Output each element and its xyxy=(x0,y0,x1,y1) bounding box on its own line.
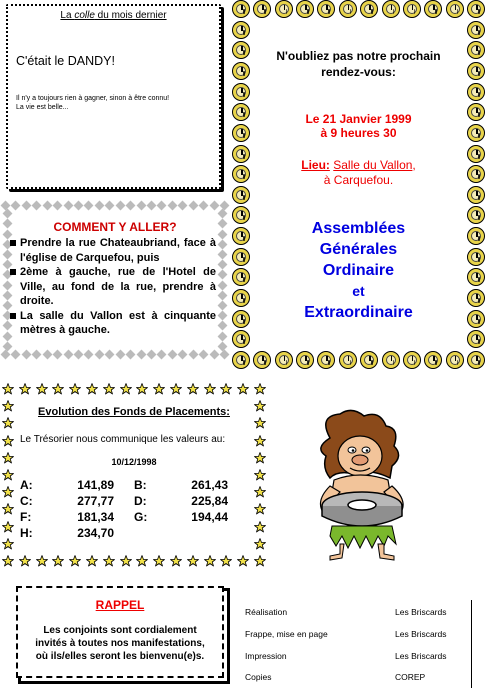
credit-who: Les Briscards xyxy=(395,607,447,617)
clock-icon xyxy=(467,165,485,183)
star-icon xyxy=(69,382,81,394)
fonds-value-row xyxy=(20,478,114,492)
star-icon xyxy=(2,399,14,411)
diamond-icon xyxy=(218,311,228,321)
fonds-key: A: xyxy=(20,478,33,492)
colle-header-rest: du mois dernier xyxy=(94,10,167,21)
lieu-comma: , xyxy=(412,158,416,172)
star-icon xyxy=(103,554,115,566)
clock-icon xyxy=(382,0,400,18)
clock-icon xyxy=(467,330,485,348)
rappel-box xyxy=(10,580,230,684)
star-icon xyxy=(187,554,199,566)
star-icon xyxy=(204,554,216,566)
diamond-icon xyxy=(3,250,13,260)
clock-icon xyxy=(232,145,250,163)
lieu-city: à Carquefou. xyxy=(323,173,394,187)
star-icon xyxy=(19,382,31,394)
star-icon xyxy=(220,554,232,566)
diamond-icon xyxy=(218,209,228,219)
rappel-line1: Les conjoints sont cordialement xyxy=(43,625,197,636)
diamond-icon xyxy=(218,301,228,311)
directions-content xyxy=(14,216,216,348)
clock-icon xyxy=(403,351,421,369)
fonds-value: 277,77 xyxy=(77,494,114,508)
directions-title: COMMENT Y ALLER? xyxy=(53,220,177,234)
star-icon xyxy=(2,485,14,497)
clock-icon xyxy=(232,310,250,328)
lieu-label: Lieu: xyxy=(301,158,330,172)
clock-icon xyxy=(467,83,485,101)
diamond-icon xyxy=(42,201,52,211)
star-icon xyxy=(2,434,14,446)
credit-role: Impression xyxy=(245,651,287,661)
star-icon xyxy=(237,382,249,394)
star-icon xyxy=(136,554,148,566)
fonds-key: B: xyxy=(134,478,147,492)
colle-header xyxy=(8,10,219,21)
ag-line3: Ordinaire xyxy=(322,262,395,279)
fonds-value: 261,43 xyxy=(191,478,228,492)
diamond-icon xyxy=(1,350,11,360)
diamond-icon xyxy=(3,209,13,219)
fonds-key: H: xyxy=(20,526,33,540)
star-icon xyxy=(254,416,266,428)
clock-icon xyxy=(467,62,485,80)
clock-icon xyxy=(232,83,250,101)
diamond-icon xyxy=(11,201,21,211)
star-icon xyxy=(254,468,266,480)
clock-icon xyxy=(296,0,314,18)
star-icon xyxy=(204,382,216,394)
directions-item: La salle du Vallon est à cinquante mètres à gauche. xyxy=(14,309,216,338)
clock-icon xyxy=(446,351,464,369)
clock-icon xyxy=(467,145,485,163)
rappel-title: RAPPEL xyxy=(95,598,145,612)
diamond-icon xyxy=(74,201,84,211)
rendezvous-date-line1: Le 21 Janvier 1999 xyxy=(305,112,412,126)
diamond-icon xyxy=(199,350,209,360)
diamond-icon xyxy=(136,201,146,211)
ag-line5: Extraordinaire xyxy=(304,304,413,321)
star-icon xyxy=(254,382,266,394)
star-icon xyxy=(86,382,98,394)
colle-note-line1: Il n'y a toujours rien à gagner, sinon à être connu! xyxy=(16,95,170,102)
diamond-icon xyxy=(3,229,13,239)
fonds-intro: Le Trésorier nous communique les valeurs au: xyxy=(20,434,226,445)
credits-divider xyxy=(471,600,472,688)
clock-icon xyxy=(232,351,250,369)
star-icon xyxy=(36,382,48,394)
diamond-icon xyxy=(126,201,136,211)
star-icon xyxy=(2,416,14,428)
star-icon xyxy=(254,399,266,411)
clock-icon xyxy=(467,124,485,142)
clock-icon xyxy=(467,227,485,245)
clock-icon xyxy=(232,186,250,204)
diamond-icon xyxy=(218,250,228,260)
diamond-icon xyxy=(157,350,167,360)
diamond-icon xyxy=(220,350,230,360)
diamond-icon xyxy=(218,219,228,229)
diamond-icon xyxy=(84,350,94,360)
credit-who: COREP xyxy=(395,672,426,682)
clock-icon xyxy=(253,0,271,18)
fonds-value-row xyxy=(134,478,228,492)
directions-item: 2ème à gauche, rue de l'Hotel de Ville, au fond de la rue, prendre à droite. xyxy=(14,265,216,309)
rendezvous-intro-line1: N'oubliez pas notre prochain xyxy=(276,49,441,63)
clock-icon xyxy=(360,351,378,369)
clock-icon xyxy=(360,0,378,18)
clock-icon xyxy=(467,41,485,59)
diamond-icon xyxy=(126,350,136,360)
star-icon xyxy=(2,382,14,394)
star-icon xyxy=(170,382,182,394)
rendezvous-intro xyxy=(252,48,465,80)
clock-icon xyxy=(403,0,421,18)
star-icon xyxy=(254,434,266,446)
diamond-icon xyxy=(157,201,167,211)
colle-header-the: La xyxy=(60,10,75,21)
assemblees-title xyxy=(252,218,465,323)
clock-icon xyxy=(446,0,464,18)
diamond-icon xyxy=(167,201,177,211)
star-icon xyxy=(2,502,14,514)
star-icon xyxy=(254,485,266,497)
clock-icon xyxy=(232,165,250,183)
diamond-icon xyxy=(188,201,198,211)
clock-icon xyxy=(275,351,293,369)
rappel-line2: invités à toutes nos manifestations, xyxy=(35,638,205,649)
clock-icon xyxy=(232,41,250,59)
diamond-icon xyxy=(94,201,104,211)
star-icon xyxy=(254,451,266,463)
star-icon xyxy=(254,537,266,549)
clock-icon xyxy=(232,248,250,266)
clock-icon xyxy=(467,289,485,307)
lieu-place: Salle du Vallon xyxy=(333,158,413,172)
clock-icon xyxy=(467,0,485,18)
clock-icon xyxy=(275,0,293,18)
clock-icon xyxy=(317,0,335,18)
diamond-icon xyxy=(32,350,42,360)
star-icon xyxy=(19,554,31,566)
rappel-stamp xyxy=(16,586,224,678)
fonds-value-row xyxy=(134,510,228,524)
clock-icon xyxy=(339,351,357,369)
colle-note-line2: La vie est belle... xyxy=(16,104,69,111)
diamond-icon xyxy=(3,331,13,341)
star-icon xyxy=(254,502,266,514)
fonds-key: G: xyxy=(134,510,148,524)
fonds-date: 10/12/1998 xyxy=(111,457,157,467)
fonds-value: 181,34 xyxy=(77,510,114,524)
star-icon xyxy=(2,520,14,532)
clock-icon xyxy=(467,268,485,286)
diamond-icon xyxy=(53,350,63,360)
diamond-icon xyxy=(178,201,188,211)
diamond-icon xyxy=(53,201,63,211)
clock-icon xyxy=(296,351,314,369)
star-icon xyxy=(220,382,232,394)
clock-icon xyxy=(232,330,250,348)
clock-icon xyxy=(382,351,400,369)
rendezvous-lieu xyxy=(252,158,465,188)
diamond-icon xyxy=(167,350,177,360)
clock-icon xyxy=(253,351,271,369)
clock-icon xyxy=(467,206,485,224)
rendezvous-date-line2: à 9 heures 30 xyxy=(320,126,397,140)
diamond-icon xyxy=(105,350,115,360)
clock-icon xyxy=(232,289,250,307)
star-icon xyxy=(237,554,249,566)
clock-icon xyxy=(424,0,442,18)
fonds-value-row xyxy=(20,526,114,540)
fonds-key: F: xyxy=(20,510,32,524)
clock-icon xyxy=(424,351,442,369)
colle-answer: C'était le DANDY! xyxy=(16,54,115,68)
clock-icon xyxy=(232,227,250,245)
fonds-value-row xyxy=(20,510,114,524)
diamond-icon xyxy=(115,201,125,211)
fonds-value-row xyxy=(20,494,114,508)
diamond-icon xyxy=(218,280,228,290)
star-icon xyxy=(36,554,48,566)
diamond-icon xyxy=(21,350,31,360)
credit-who: Les Briscards xyxy=(395,629,447,639)
rappel-text xyxy=(24,624,216,663)
clock-icon xyxy=(467,186,485,204)
clock-icon xyxy=(467,21,485,39)
star-icon xyxy=(120,554,132,566)
diamond-icon xyxy=(218,321,228,331)
directions-list xyxy=(14,236,216,338)
colle-header-colle: colle xyxy=(74,10,95,21)
clock-icon xyxy=(467,103,485,121)
diamond-icon xyxy=(105,201,115,211)
ag-line2: Générales xyxy=(319,241,398,258)
ag-line1: Assemblées xyxy=(311,220,406,237)
diamond-icon xyxy=(218,229,228,239)
diamond-icon xyxy=(3,280,13,290)
diamond-icon xyxy=(3,219,13,229)
rendezvous-intro-line2: rendez-vous: xyxy=(321,65,396,79)
fonds-value: 234,70 xyxy=(77,526,114,540)
rendezvous-content xyxy=(252,20,465,349)
diamond-icon xyxy=(3,321,13,331)
star-icon xyxy=(69,554,81,566)
diamond-icon xyxy=(209,201,219,211)
rappel-line3: où ils/elles seront les bienvenu(e)s. xyxy=(35,651,205,662)
star-icon xyxy=(2,468,14,480)
rendezvous-date xyxy=(252,112,465,140)
diamond-icon xyxy=(84,201,94,211)
star-icon xyxy=(153,554,165,566)
credit-role: Frappe, mise en page xyxy=(245,629,328,639)
star-icon xyxy=(2,451,14,463)
star-icon xyxy=(2,554,14,566)
diamond-icon xyxy=(115,350,125,360)
diamond-icon xyxy=(188,350,198,360)
diamond-icon xyxy=(178,350,188,360)
diamond-icon xyxy=(209,350,219,360)
clock-icon xyxy=(317,351,335,369)
star-icon xyxy=(170,554,182,566)
caveman-illustration xyxy=(300,408,425,563)
fonds-key: C: xyxy=(20,494,33,508)
colle-box xyxy=(6,4,221,189)
clock-icon xyxy=(232,21,250,39)
credit-role: Copies xyxy=(245,672,272,682)
diamond-icon xyxy=(218,331,228,341)
fonds-box xyxy=(2,382,266,566)
diamond-icon xyxy=(63,350,73,360)
star-icon xyxy=(136,382,148,394)
clock-icon xyxy=(232,103,250,121)
directions-item: Prendre la rue Chateaubriand, face à l'église de Carquefou, puis xyxy=(14,236,216,265)
clock-icon xyxy=(467,310,485,328)
diamond-icon xyxy=(94,350,104,360)
clock-icon xyxy=(467,248,485,266)
credit-who: Les Briscards xyxy=(395,651,447,661)
diamond-icon xyxy=(3,301,13,311)
ag-line4: et xyxy=(352,283,365,299)
fonds-value: 225,84 xyxy=(191,494,228,508)
diamond-icon xyxy=(3,290,13,300)
diamond-icon xyxy=(218,290,228,300)
clock-icon xyxy=(232,268,250,286)
fonds-key: D: xyxy=(134,494,147,508)
fonds-value-row xyxy=(134,494,228,508)
colle-note xyxy=(16,94,221,112)
diamond-icon xyxy=(218,239,228,249)
star-icon xyxy=(254,554,266,566)
star-icon xyxy=(187,382,199,394)
diamond-icon xyxy=(63,201,73,211)
fonds-content xyxy=(20,400,248,548)
diamond-icon xyxy=(21,201,31,211)
diamond-icon xyxy=(74,350,84,360)
star-icon xyxy=(52,554,64,566)
star-icon xyxy=(120,382,132,394)
diamond-icon xyxy=(218,270,228,280)
fonds-title: Evolution des Fonds de Placements: xyxy=(38,406,230,418)
clock-icon xyxy=(232,206,250,224)
diamond-icon xyxy=(218,341,228,351)
star-icon xyxy=(2,537,14,549)
clock-icon xyxy=(232,124,250,142)
diamond-icon xyxy=(11,350,21,360)
credit-role: Réalisation xyxy=(245,607,288,617)
star-icon xyxy=(153,382,165,394)
diamond-icon xyxy=(147,201,157,211)
clock-icon xyxy=(232,0,250,18)
caveman-svg xyxy=(300,408,425,563)
star-icon xyxy=(103,382,115,394)
fonds-value: 194,44 xyxy=(191,510,228,524)
clock-icon xyxy=(467,351,485,369)
diamond-icon xyxy=(199,201,209,211)
diamond-icon xyxy=(218,260,228,270)
clock-icon xyxy=(339,0,357,18)
diamond-icon xyxy=(136,350,146,360)
star-icon xyxy=(52,382,64,394)
diamond-icon xyxy=(42,350,52,360)
star-icon xyxy=(254,520,266,532)
directions-box xyxy=(2,200,228,360)
diamond-icon xyxy=(147,350,157,360)
fonds-value: 141,89 xyxy=(77,478,114,492)
diamond-icon xyxy=(32,201,42,211)
rendezvous-box xyxy=(232,0,485,369)
star-icon xyxy=(86,554,98,566)
clock-icon xyxy=(232,62,250,80)
